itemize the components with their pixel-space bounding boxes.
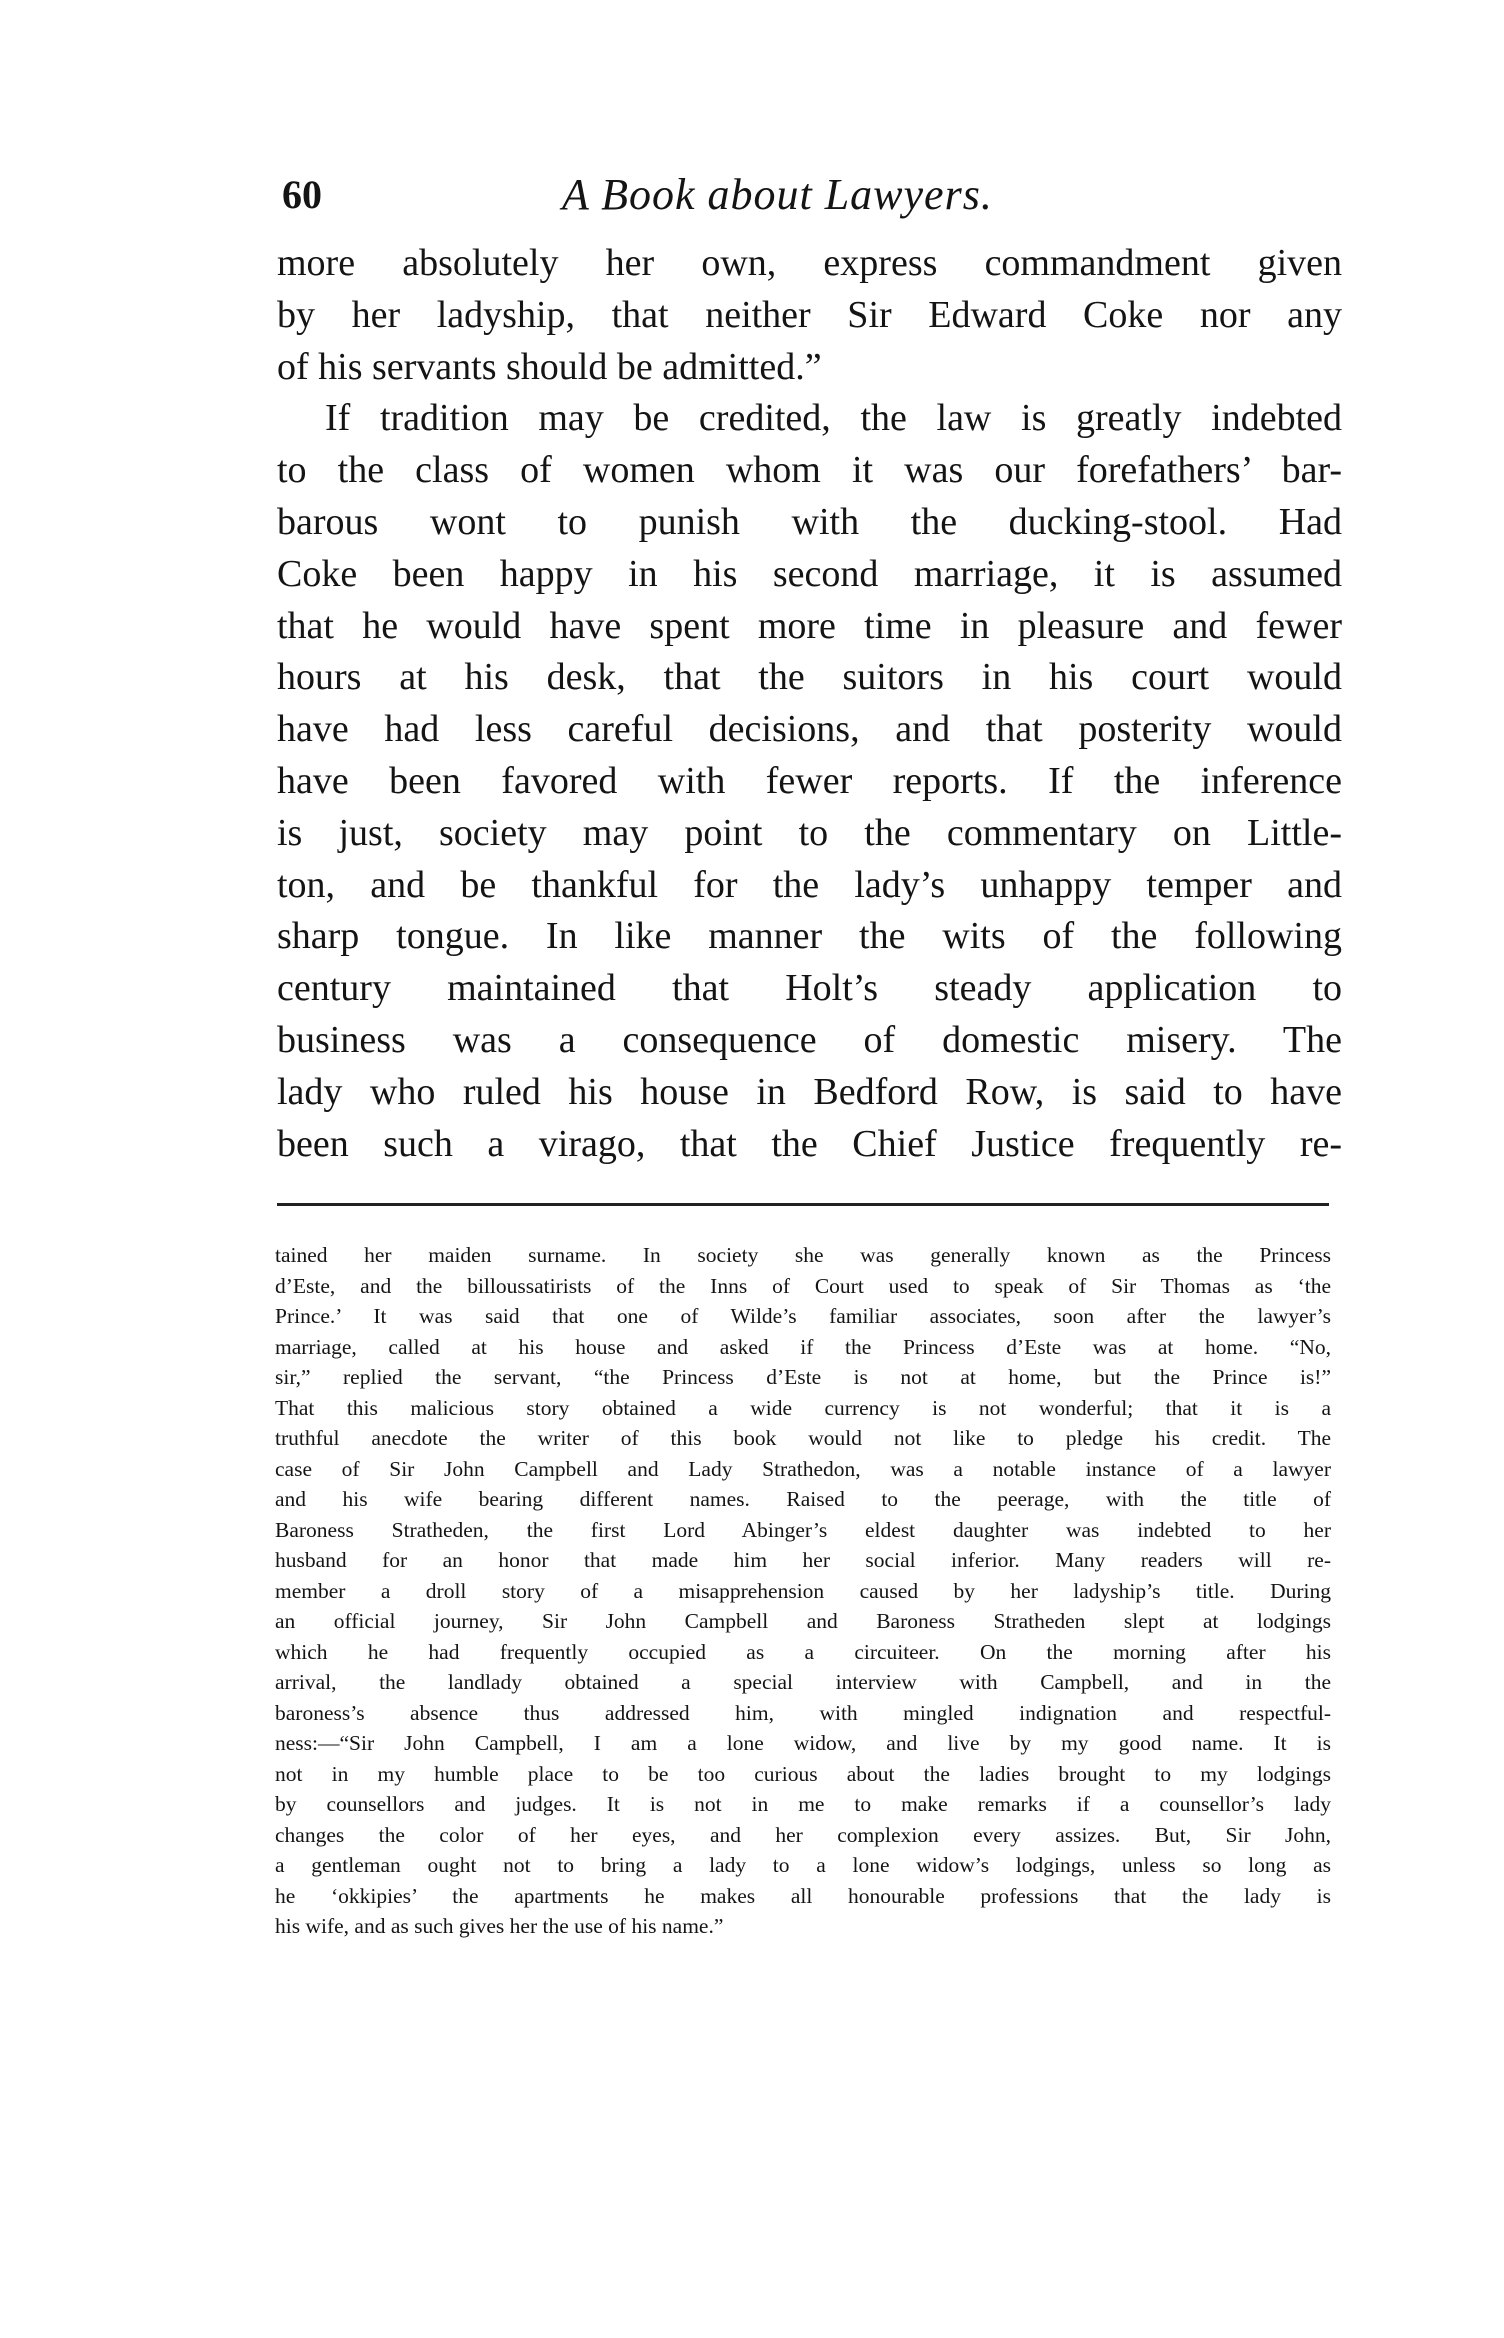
text-line: have had less careful decisions, and that posterity would	[277, 708, 1342, 751]
footnote-line: That this malicious story obtained a wide currency is not wonderful; that it is a	[275, 1395, 1331, 1420]
footnote-line: sir,” replied the servant, “the Princess d’Este is not at home, but the Prince is!”	[275, 1365, 1331, 1389]
footnote-line: case of Sir John Campbell and Lady Strathedon, was a notable instance of a lawyer	[275, 1456, 1331, 1481]
footnote-line: not in my humble place to be too curious about the ladies brought to my lodgings	[275, 1761, 1331, 1786]
footnote-line: Baroness Stratheden, the first Lord Abinger’s eldest daughter was indebted to her	[275, 1517, 1331, 1542]
text-line: hours at his desk, that the suitors in his court would	[277, 656, 1342, 699]
text-line: more absolutely her own, express commandment given	[277, 242, 1342, 284]
footnote-line: his wife, and as such gives her the use of his name.”	[275, 1914, 724, 1938]
main-text	[277, 238, 1342, 1170]
footnote-line: he ‘okkipies’ the apartments he makes all honourable professions that the lady is	[275, 1883, 1331, 1908]
footnote-line: arrival, the landlady obtained a special interview with Campbell, and in the	[275, 1670, 1331, 1694]
text-line: If tradition may be credited, the law is greatly indebted	[325, 397, 1342, 440]
text-line: to the class of women whom it was our forefathers’ bar-	[277, 449, 1342, 492]
text-line: lady who ruled his house in Bedford Row, is said to have	[277, 1070, 1342, 1113]
footnote-line: d’Este, and the billoussatirists of the Inns of Court used to speak of Sir Thomas as ‘the	[275, 1273, 1331, 1298]
text-line: been such a virago, that the Chief Justice frequently re-	[277, 1122, 1342, 1165]
footnote-line: baroness’s absence thus addressed him, with mingled indignation and respectful-	[275, 1700, 1331, 1725]
running-title: A Book about Lawyers.	[562, 170, 993, 219]
footnote-line: which he had frequently occupied as a circuiteer. On the morning after his	[275, 1639, 1331, 1664]
footnote-line: ness:—“Sir John Campbell, I am a lone widow, and live by my good name. It is	[275, 1731, 1331, 1755]
footnote-line: and his wife bearing different names. Raised to the peerage, with the title of	[275, 1487, 1331, 1511]
text-line: Coke been happy in his second marriage, it is assumed	[277, 552, 1342, 595]
footnote-line: husband for an honor that made him her social inferior. Many readers will re-	[275, 1548, 1331, 1572]
footnote-line: by counsellors and judges. It is not in me to make remarks if a counsellor’s lady	[275, 1792, 1331, 1816]
text-line: sharp tongue. In like manner the wits of the following	[277, 915, 1342, 958]
text-line: century maintained that Holt’s steady application to	[277, 967, 1342, 1010]
text-line: that he would have spent more time in pleasure and fewer	[277, 604, 1342, 647]
footnote-line: tained her maiden surname. In society she was generally known as the Princess	[275, 1243, 1331, 1267]
footnote	[275, 1240, 1331, 1942]
page-number: 60	[282, 172, 322, 217]
footnote-line: an official journey, Sir John Campbell and Baroness Stratheden slept at lodgings	[275, 1609, 1331, 1633]
running-head	[282, 165, 1332, 225]
text-line: ton, and be thankful for the lady’s unhappy temper and	[277, 863, 1342, 906]
footnote-line: marriage, called at his house and asked if the Princess d’Este was at home. “No,	[275, 1334, 1331, 1359]
footnote-line: Prince.’ It was said that one of Wilde’s familiar associates, soon after the lawyer’s	[275, 1304, 1331, 1328]
text-line: barous wont to punish with the ducking-stool. Had	[277, 500, 1342, 543]
text-line: have been favored with fewer reports. If the inference	[277, 759, 1342, 802]
footnote-divider	[277, 1203, 1329, 1206]
text-line: of his servants should be admitted.”	[277, 345, 822, 388]
text-line: is just, society may point to the commentary on Little-	[277, 811, 1342, 854]
footnote-line: member a droll story of a misapprehension caused by her ladyship’s title. During	[275, 1578, 1331, 1603]
text-line: business was a consequence of domestic misery. The	[277, 1018, 1342, 1061]
footnote-line: truthful anecdote the writer of this book would not like to pledge his credit. The	[275, 1426, 1331, 1450]
text-line: by her ladyship, that neither Sir Edward Coke nor any	[277, 293, 1342, 336]
footnote-line: changes the color of her eyes, and her complexion every assizes. But, Sir John,	[275, 1822, 1331, 1847]
footnote-line: a gentleman ought not to bring a lady to a lone widow’s lodgings, unless so long as	[275, 1853, 1331, 1877]
